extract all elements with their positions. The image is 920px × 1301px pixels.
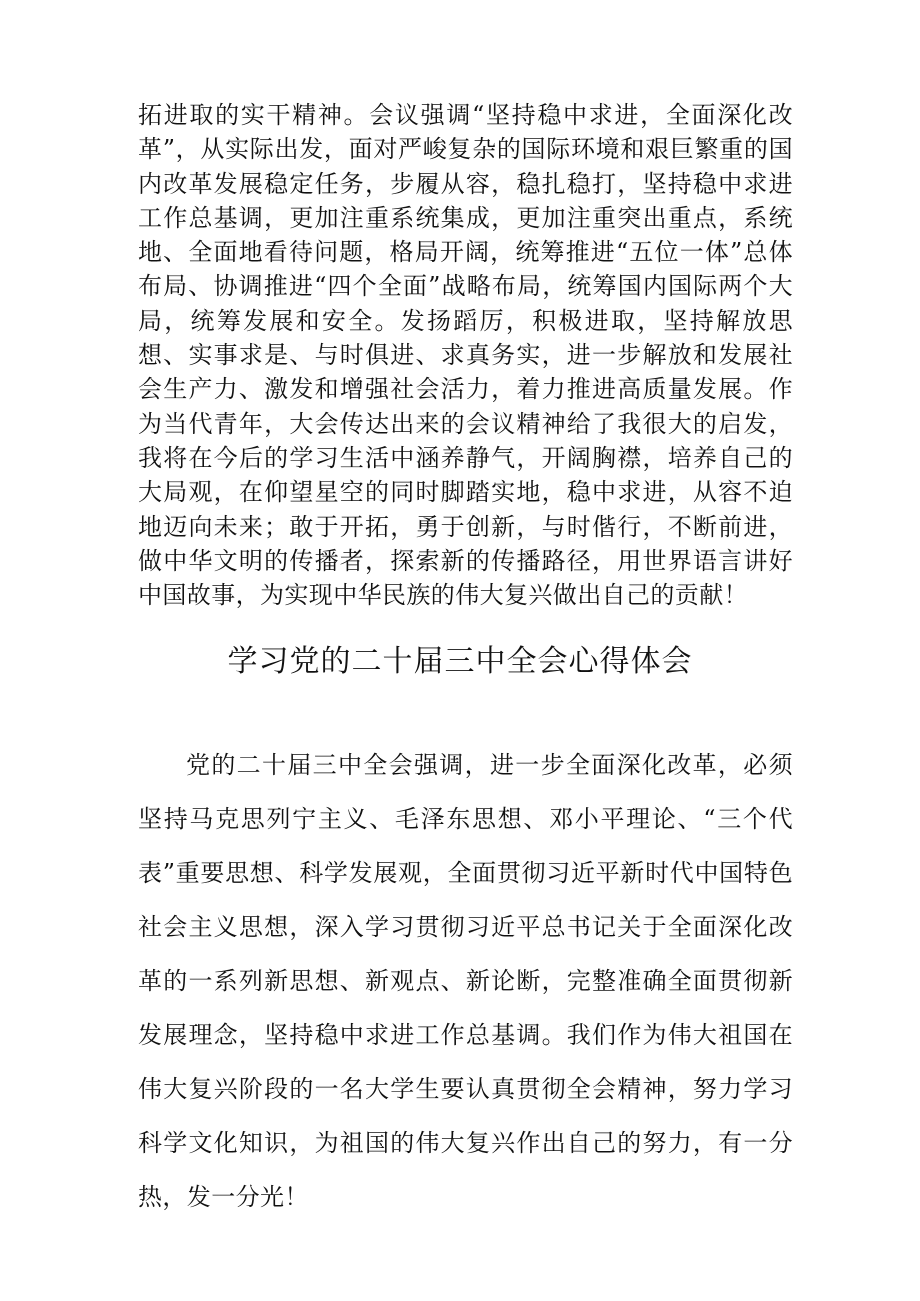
section-paragraph: 党的二十届三中全会强调，进一步全面深化改革，必须坚持马克思列宁主义、毛泽东思想、邓小平理论、“三个代表”重要思想、科学发展观，全面贯彻习近平新时代中国特色社会主义思想，深入学习贯彻习近平总书记关于全面深化改革的一系列新思想、新观点、新论断，完整准确全面贯彻新发展理念，坚持稳中求进工作总基调。我们作为伟大祖国在伟大复兴阶段的一名大学生要认真贯彻全会精神，努力学习科学文化知识，为祖国的伟大复兴作出自己的努力，有一分热，发一分光！: [138, 751, 793, 1211]
section-title: 学习党的二十届三中全会心得体会: [227, 644, 693, 679]
continuation-paragraph: 拓进取的实干精神。会议强调“坚持稳中求进，全面深化改革”，从实际出发，面对严峻复杂的国际环境和艰巨繁重的国内改革发展稳定任务，步履从容，稳扎稳打，坚持稳中求进工作总基调，更加注重系统集成，更加注重突出重点，系统地、全面地看待问题，格局开阔，统筹推进“五位一体”总体布局、协调推进“四个全面”战略布局，统筹国内国际两个大局，统筹发展和安全。发扬蹈厉，积极进取，坚持解放思想、实事求是、与时俱进、求真务实，进一步解放和发展社会生产力、激发和增强社会活力，着力推进高质量发展。作为当代青年，大会传达出来的会议精神给了我很大的启发，我将在今后的学习生活中涵养静气，开阔胸襟，培养自己的大局观，在仰望星空的同时脚踏实地，稳中求进，从容不迫地迈向未来；敢于开拓，勇于创新，与时偕行，不断前进，做中华文明的传播者，探索新的传播路径，用世界语言讲好中国故事，为实现中华民族的伟大复兴做出自己的贡献！: [138, 101, 793, 610]
